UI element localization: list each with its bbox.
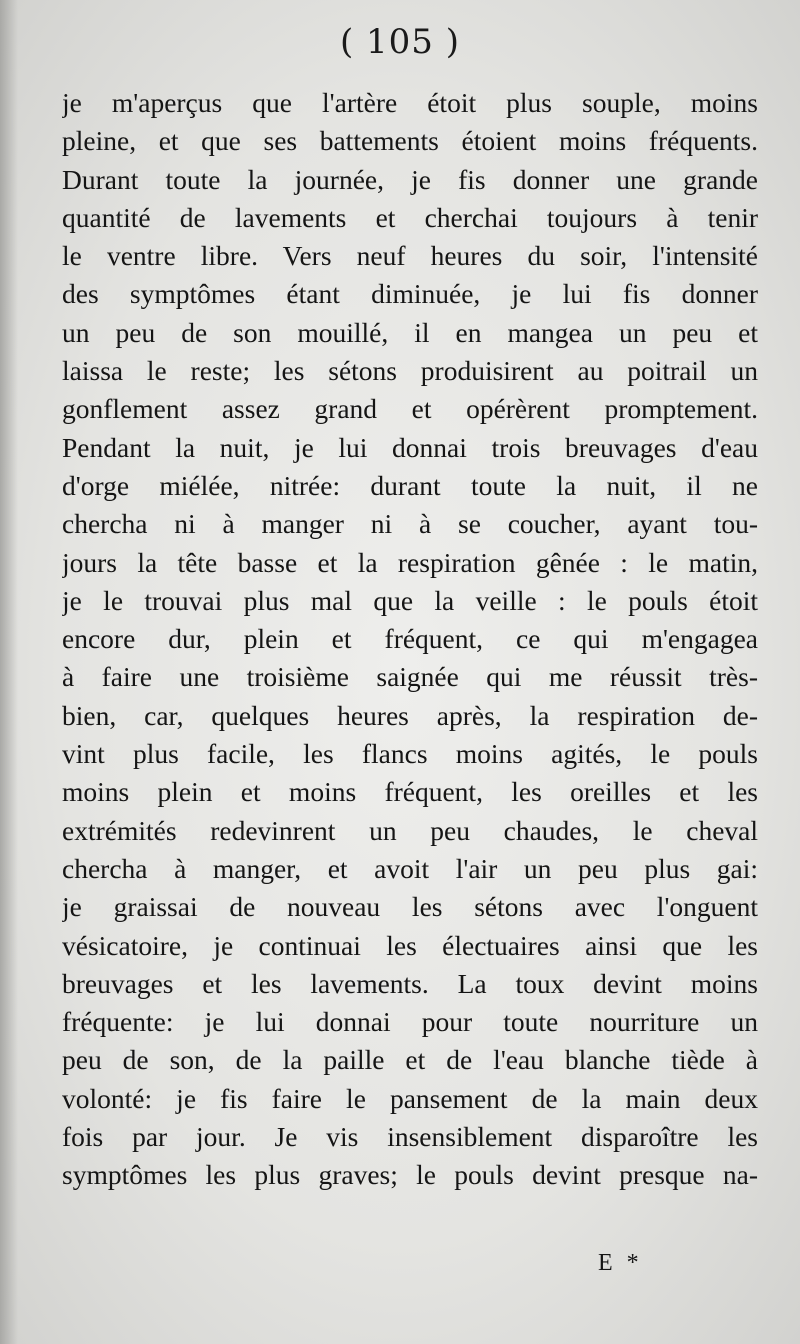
text-line: vint plus facile, les flancs moins agités, le pouls bbox=[62, 738, 758, 770]
text-line: peu de son, de la paille et de l'eau blanche tiède à bbox=[62, 1044, 758, 1076]
text-line: d'orge miélée, nitrée: durant toute la nuit, il ne bbox=[62, 469, 758, 501]
text-line: jours la tête basse et la respiration gênée : le matin, bbox=[62, 546, 758, 578]
text-line: volonté: je fis faire le pansement de la main deux bbox=[62, 1082, 758, 1114]
page-number: ( 105 ) bbox=[339, 22, 461, 62]
text-line: le ventre libre. Vers neuf heures du soir, l'intensité bbox=[62, 240, 758, 272]
text-line: je graissai de nouveau les sétons avec l'onguent bbox=[62, 891, 758, 923]
text-line: extrémités redevinrent un peu chaudes, le cheval bbox=[62, 814, 758, 846]
text-line: vésicatoire, je continuai les électuaires ainsi que les bbox=[62, 929, 758, 961]
text-line: moins plein et moins fréquent, les oreilles et les bbox=[62, 776, 758, 808]
text-line: symptômes les plus graves; le pouls devint presque na- bbox=[62, 1159, 758, 1191]
text-line: chercha à manger, et avoit l'air un peu plus gai: bbox=[62, 852, 758, 884]
text-line: je le trouvai plus mal que la veille : le pouls étoit bbox=[62, 584, 758, 616]
text-line: encore dur, plein et fréquent, ce qui m'engagea bbox=[62, 623, 758, 655]
text-line: Durant toute la journée, je fis donner une grande bbox=[62, 163, 758, 195]
text-line: un peu de son mouillé, il en mangea un peu et bbox=[62, 316, 758, 348]
text-line: des symptômes étant diminuée, je lui fis donner bbox=[62, 278, 758, 310]
text-line: Pendant la nuit, je lui donnai trois breuvages d'eau bbox=[62, 431, 758, 463]
text-line: chercha ni à manger ni à se coucher, ayant tou- bbox=[62, 508, 758, 540]
text-line: laissa le reste; les sétons produisirent au poitrail un bbox=[62, 355, 758, 387]
text-line: fréquente: je lui donnai pour toute nourriture un bbox=[62, 1006, 758, 1038]
text-line: fois par jour. Je vis insensiblement disparoître les bbox=[62, 1121, 758, 1153]
text-line: gonflement assez grand et opérèrent promptement. bbox=[62, 393, 758, 425]
text-line: breuvages et les lavements. La toux devint moins bbox=[62, 967, 758, 999]
text-line: à faire une troisième saignée qui me réussit très- bbox=[62, 661, 758, 693]
text-line: quantité de lavements et cherchai toujours à tenir bbox=[62, 201, 758, 233]
text-line: je m'aperçus que l'artère étoit plus souple, moins bbox=[62, 87, 758, 118]
text-line: bien, car, quelques heures après, la respiration de- bbox=[62, 699, 758, 731]
text-line: pleine, et que ses battements étoient moins fréquents. bbox=[62, 125, 758, 157]
body-text bbox=[62, 84, 758, 1195]
signature-mark: E * bbox=[598, 1250, 643, 1276]
